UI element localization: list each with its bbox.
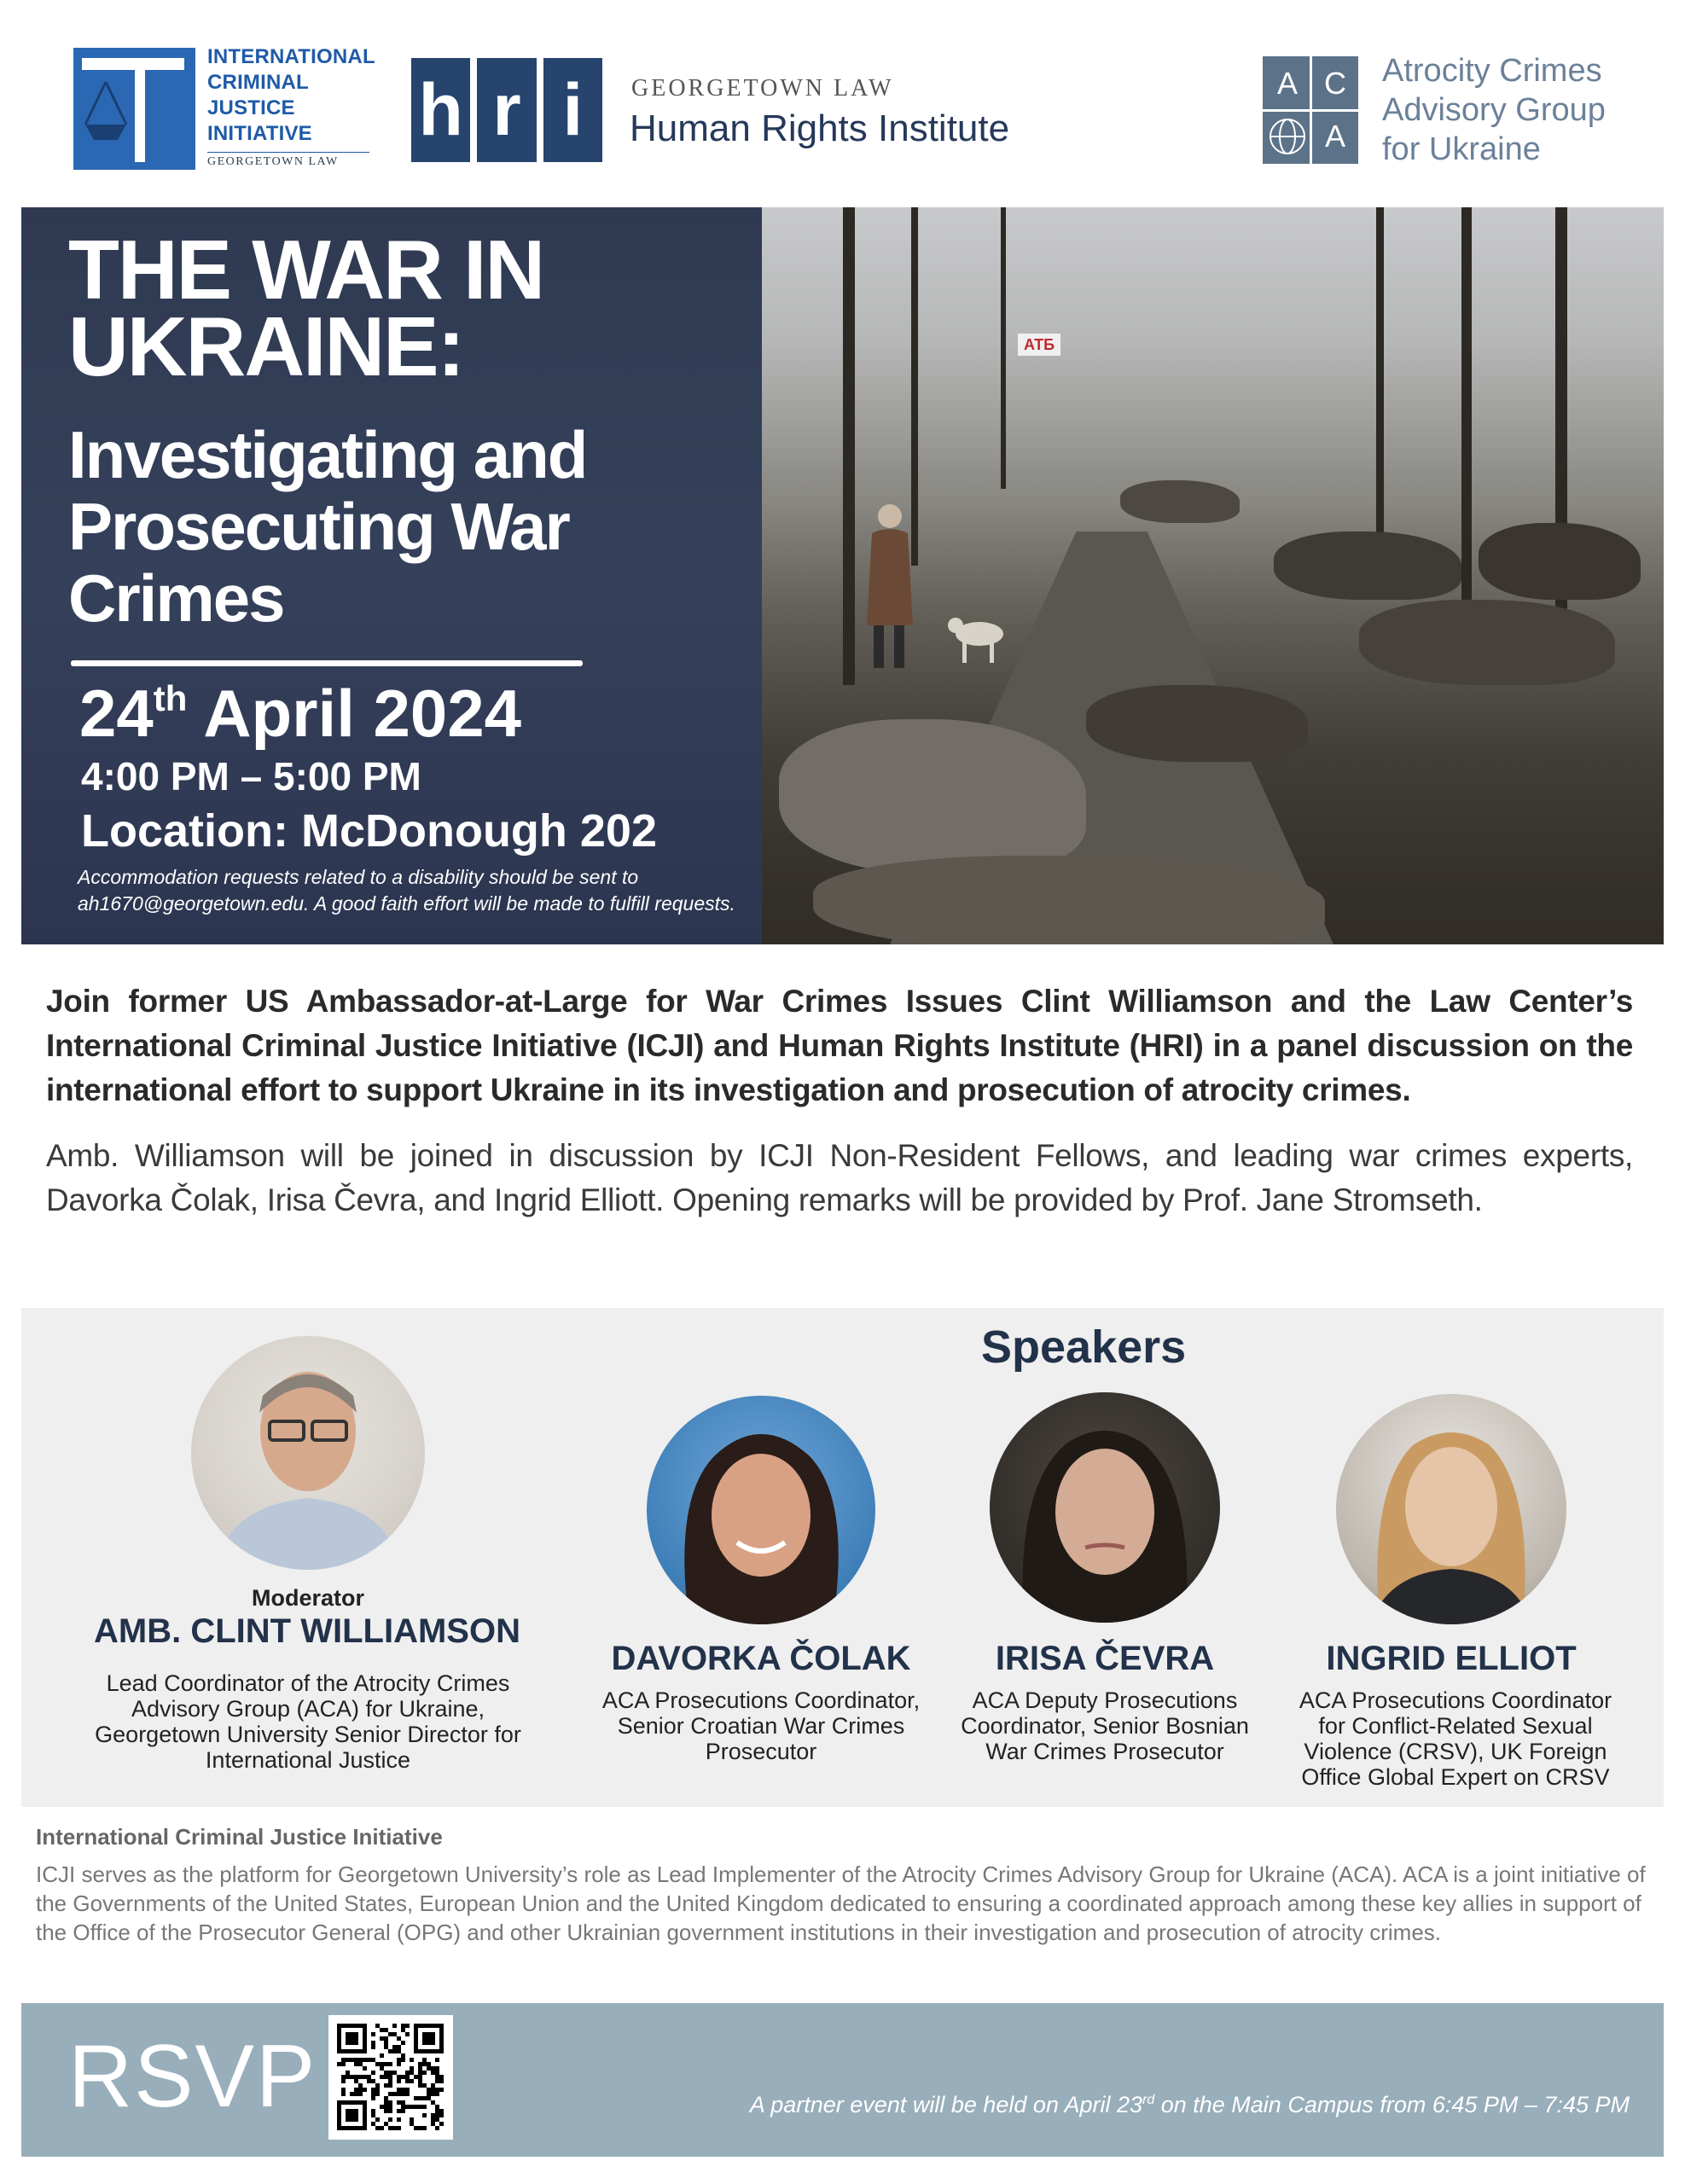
icji-line: JUSTICE [207,96,295,119]
rsvp-qr-code[interactable] [328,2015,453,2140]
globe-icon [1264,111,1310,162]
panelist-photo-colak [647,1396,875,1624]
icji-line: INTERNATIONAL [207,45,375,68]
aca-letter: C [1324,66,1346,101]
aca-letter: A [1276,66,1298,101]
panelist-description-cevra: ACA Deputy Prosecutions Coordinator, Senior Bosnian War Crimes Prosecutor [961,1687,1249,1764]
icji-logo-sub: GEORGETOWN LAW [207,155,339,168]
event-date: 24th April 2024 [79,676,522,751]
person-avatar-icon [647,1396,875,1624]
aca-logo-mark [1263,56,1358,164]
hero-photo [762,207,1664,944]
icji-about-body: ICJI serves as the platform for Georgetown University’s role as Lead Implementer of the Atrocity Crimes Advisory Group for Ukraine (ACA). ACA is a joint initiative of the Governments of the United States, European Union and the United Kingdom dedicated to ensuring a coordinated approach among these key allies in support of the Office of the Prosecutor General (OPG) and other Ukrainian government institutions in their investigation and prosecution of atrocity crimes. [36,1862,1646,1945]
aca-line: Advisory Group [1382,92,1606,128]
event-time: 4:00 PM – 5:00 PM [81,754,421,799]
event-title [68,223,665,393]
store-sign: АТБ [1018,334,1060,356]
icji-line: CRIMINAL [207,71,309,94]
aca-line: for Ukraine [1382,131,1541,167]
icji-logo-text [207,44,378,147]
accommodation-note: Accommodation requests related to a disability should be sent to ah1670@georgetown.edu. A good faith effort will be made to fulfill requests. [78,866,735,915]
aca-logo-text [1382,51,1606,169]
pedestrian-figure [860,497,920,677]
panelist-name-colak: DAVORKA ČOLAK [611,1640,911,1677]
moderator-description: Lead Coordinator of the Atrocity Crimes Advisory Group (ACA) for Ukraine, Georgetown University Senior Director for International Justice [95,1670,521,1773]
hero-divider [71,660,583,666]
aca-line: Atrocity Crimes [1382,53,1602,89]
panelist-description-colak: ACA Prosecutions Coordinator, Senior Croatian War Crimes Prosecutor [601,1687,921,1764]
scales-of-justice-icon [73,48,195,170]
hri-letter: i [543,58,602,162]
subtitle-line: Investigating and [68,417,587,492]
event-location: Location: McDonough 202 [81,805,657,857]
hri-letter: r [477,58,536,162]
icji-line: INITIATIVE [207,122,312,145]
aca-letter: A [1324,119,1345,154]
qr-code-icon [328,2015,453,2140]
hri-logo-name: Human Rights Institute [630,107,1010,149]
icji-divider [207,152,369,153]
icji-logo-mark [73,48,195,170]
person-avatar-icon [1336,1394,1566,1624]
title-line: UKRAINE: [68,299,464,393]
icji-about-heading: International Criminal Justice Initiative [36,1824,443,1850]
panelist-description-elliot: ACA Prosecutions Coordinator for Conflict-Related Sexual Violence (CRSV), UK Foreign Office Global Expert on CRSV [1299,1687,1612,1790]
event-subtitle [68,419,717,634]
subtitle-line: Prosecuting War [68,489,569,564]
panelist-name-cevra: IRISA ČEVRA [995,1640,1215,1677]
moderator-photo [191,1336,425,1570]
panelist-name-elliot: INGRID ELLIOT [1326,1640,1577,1677]
rsvp-label[interactable]: RSVP [68,2027,317,2126]
title-line: THE WAR IN [68,223,544,317]
hri-letter: h [411,58,470,162]
speakers-heading: Speakers [981,1321,1187,1373]
person-avatar-icon [191,1336,425,1570]
hero-banner [21,207,1664,944]
moderator-name: AMB. CLINT WILLIAMSON [94,1612,520,1650]
dog-figure [945,608,1014,668]
panelist-photo-elliot [1336,1394,1566,1624]
subtitle-line: Crimes [68,561,284,636]
partner-event-note: A partner event will be held on April 23rd on the Main Campus from 6:45 PM – 7:45 PM [749,2092,1630,2117]
person-avatar-icon [990,1392,1220,1623]
panelist-photo-cevra [990,1392,1220,1623]
intro-paragraph: Amb. Williamson will be joined in discussion by ICJI Non-Resident Fellows, and leading war crimes experts, Davorka Čolak, Irisa Čevra, and Ingrid Elliott. Opening remarks will be provided by Prof. Jane Stromseth. [46,1138,1633,1217]
hri-logo-sub: GEORGETOWN LAW [631,75,894,102]
moderator-role: Moderator [251,1585,364,1611]
hri-logo-mark [411,58,602,162]
intro-bold-paragraph: Join former US Ambassador-at-Large for War Crimes Issues Clint Williamson and the Law Center’s International Criminal Justice Initiative (ICJI) and Human Rights Institute (HRI) in a panel discussion on the international effort to support Ukraine in its investigation and prosecution of atrocity crimes. [46,984,1633,1107]
